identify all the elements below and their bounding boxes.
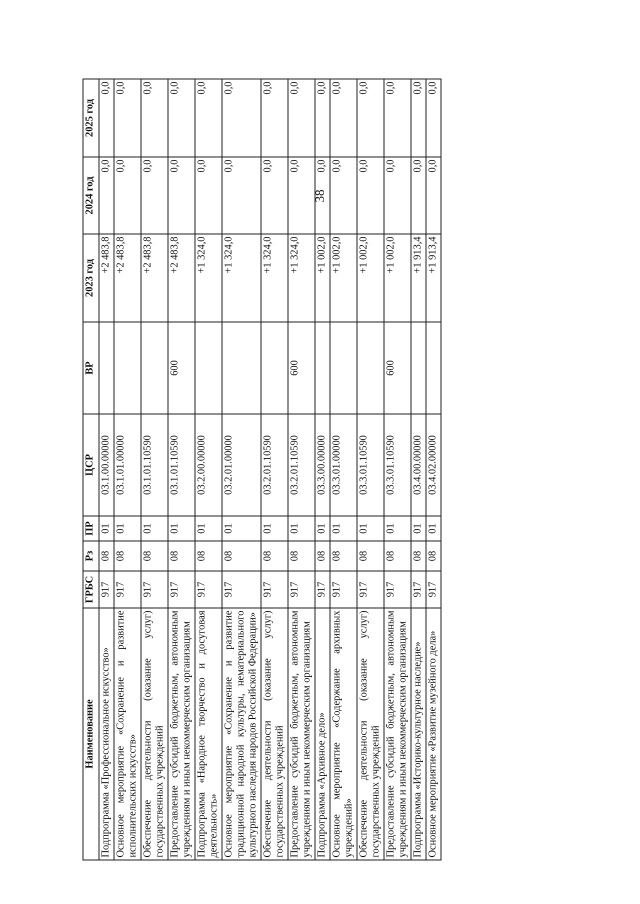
cell-2023: +1 913,4	[426, 234, 441, 322]
cell-vr	[141, 322, 168, 414]
cell-grbs: 917	[426, 571, 441, 608]
cell-vr	[222, 322, 261, 414]
cell-2025: 0,0	[384, 79, 411, 157]
cell-2024: 0,0	[411, 157, 426, 234]
cell-csr: 03.1.01.00000	[114, 414, 141, 516]
col-header-rz: Рз	[83, 541, 99, 571]
cell-csr: 03.3.01.10590	[357, 414, 384, 516]
cell-name: Предоставление субсидий бюджетным, автономным учреждениям и иным некоммерческим организациям	[288, 608, 315, 860]
col-header-2024: 2024 год	[83, 157, 99, 234]
cell-name: Основное мероприятие «Сохранение и развитие традиционной народной культуры, нематериального культурного наследия народов Российской Федерации»	[222, 608, 261, 860]
cell-vr	[411, 322, 426, 414]
cell-name: Основное мероприятие «Сохранение и развитие исполнительских искусств»	[114, 608, 141, 860]
cell-rz: 08	[222, 541, 261, 571]
col-header-name: Наименование	[83, 608, 99, 860]
table-row	[384, 79, 411, 860]
col-header-csr: ЦСР	[83, 414, 99, 516]
cell-csr: 03.2.01.10590	[288, 414, 315, 516]
cell-pr: 01	[411, 516, 426, 541]
cell-csr: 03.3.00.00000	[315, 414, 330, 516]
cell-rz: 08	[426, 541, 441, 571]
cell-name: Обеспечение деятельности (оказание услуг) государственных учреждений	[141, 608, 168, 860]
cell-rz: 08	[330, 541, 357, 571]
cell-name: Предоставление субсидий бюджетным, автономным учреждениям и иным некоммерческим организациям	[168, 608, 195, 860]
cell-pr: 01	[99, 516, 114, 541]
cell-2023: +1 002,0	[384, 234, 411, 322]
col-header-2023: 2023 год	[83, 234, 99, 322]
cell-pr: 01	[222, 516, 261, 541]
cell-2024: 0,0	[141, 157, 168, 234]
cell-2024: 0,0	[384, 157, 411, 234]
cell-2023: +1 324,0	[288, 234, 315, 322]
cell-grbs: 917	[384, 571, 411, 608]
cell-2023: +1 002,0	[357, 234, 384, 322]
cell-csr: 03.2.00.00000	[195, 414, 222, 516]
cell-pr: 01	[114, 516, 141, 541]
cell-rz: 08	[141, 541, 168, 571]
cell-csr: 03.1.01.10590	[141, 414, 168, 516]
cell-2025: 0,0	[99, 79, 114, 157]
cell-2024: 0,0	[357, 157, 384, 234]
cell-pr: 01	[384, 516, 411, 541]
cell-grbs: 917	[411, 571, 426, 608]
cell-rz: 08	[315, 541, 330, 571]
cell-2025: 0,0	[330, 79, 357, 157]
cell-name: Основное мероприятие «Развитие музейного дела»	[426, 608, 441, 860]
cell-2025: 0,0	[426, 79, 441, 157]
cell-pr: 01	[195, 516, 222, 541]
table-row	[426, 79, 441, 860]
cell-grbs: 917	[288, 571, 315, 608]
cell-csr: 03.3.01.00000	[330, 414, 357, 516]
cell-name: Подпрограмма «Историко-культурное наследие»	[411, 608, 426, 860]
cell-name: Обеспечение деятельности (оказание услуг) государственных учреждений	[357, 608, 384, 860]
cell-2025: 0,0	[357, 79, 384, 157]
cell-name: Подпрограмма «Профессиональное искусство»	[99, 608, 114, 860]
table-row	[99, 79, 114, 860]
cell-2023: +1 002,0	[315, 234, 330, 322]
cell-name: Подпрограмма «Народное творчество и досуговая деятельность»	[195, 608, 222, 860]
cell-vr	[426, 322, 441, 414]
cell-pr: 01	[315, 516, 330, 541]
cell-grbs: 917	[168, 571, 195, 608]
cell-2024: 0,0	[195, 157, 222, 234]
cell-rz: 08	[357, 541, 384, 571]
cell-grbs: 917	[195, 571, 222, 608]
cell-pr: 01	[426, 516, 441, 541]
cell-2024: 0,0	[99, 157, 114, 234]
cell-csr: 03.3.01.10590	[384, 414, 411, 516]
cell-2024: 0,0	[288, 157, 315, 234]
col-header-2025: 2025 год	[83, 79, 99, 157]
cell-rz: 08	[288, 541, 315, 571]
cell-2025: 0,0	[411, 79, 426, 157]
cell-csr: 03.4.02.00000	[426, 414, 441, 516]
cell-vr: 600	[168, 322, 195, 414]
cell-2024: 0,0	[261, 157, 288, 234]
cell-2023: +2 483,8	[141, 234, 168, 322]
table-row	[168, 79, 195, 860]
col-header-pr: ПР	[83, 516, 99, 541]
cell-vr	[114, 322, 141, 414]
cell-2023: +1 324,0	[261, 234, 288, 322]
cell-2024: 0,0	[222, 157, 261, 234]
cell-rz: 08	[195, 541, 222, 571]
cell-2025: 0,0	[168, 79, 195, 157]
cell-2024: 0,0	[330, 157, 357, 234]
cell-csr: 03.4.00.00000	[411, 414, 426, 516]
budget-table	[82, 79, 441, 861]
cell-rz: 08	[114, 541, 141, 571]
cell-grbs: 917	[141, 571, 168, 608]
cell-pr: 01	[357, 516, 384, 541]
cell-2024: 0,0	[315, 157, 330, 234]
cell-rz: 08	[411, 541, 426, 571]
cell-2024: 0,0	[426, 157, 441, 234]
cell-2023: +1 913,4	[411, 234, 426, 322]
cell-name: Подпрограмма «Архивное дело»	[315, 608, 330, 860]
col-header-grbs: ГРБС	[83, 571, 99, 608]
cell-rz: 08	[168, 541, 195, 571]
cell-vr: 600	[288, 322, 315, 414]
cell-csr: 03.2.01.10590	[261, 414, 288, 516]
cell-2023: +1 002,0	[330, 234, 357, 322]
table-body	[99, 79, 441, 860]
cell-2025: 0,0	[222, 79, 261, 157]
cell-grbs: 917	[315, 571, 330, 608]
cell-grbs: 917	[330, 571, 357, 608]
cell-2024: 0,0	[168, 157, 195, 234]
table-row	[195, 79, 222, 860]
table-row	[222, 79, 261, 860]
cell-name: Предоставление субсидий бюджетным, автономным учреждениям и иным некоммерческим организациям	[384, 608, 411, 860]
cell-grbs: 917	[222, 571, 261, 608]
cell-csr: 03.1.01.10590	[168, 414, 195, 516]
cell-rz: 08	[261, 541, 288, 571]
cell-pr: 01	[330, 516, 357, 541]
col-header-vr: ВР	[83, 322, 99, 414]
table-row	[288, 79, 315, 860]
cell-vr	[261, 322, 288, 414]
cell-2025: 0,0	[114, 79, 141, 157]
cell-vr	[195, 322, 222, 414]
table-row	[330, 79, 357, 860]
cell-2023: +2 483,8	[99, 234, 114, 322]
cell-2023: +1 324,0	[222, 234, 261, 322]
table-row	[357, 79, 384, 860]
cell-vr	[99, 322, 114, 414]
cell-2023: +1 324,0	[195, 234, 222, 322]
cell-vr	[330, 322, 357, 414]
cell-2023: +2 483,8	[168, 234, 195, 322]
table-row	[411, 79, 426, 860]
cell-grbs: 917	[99, 571, 114, 608]
rotated-table-container	[82, 80, 578, 861]
cell-2023: +2 483,8	[114, 234, 141, 322]
cell-grbs: 917	[114, 571, 141, 608]
cell-2024: 0,0	[114, 157, 141, 234]
table-row	[114, 79, 141, 860]
table-row	[141, 79, 168, 860]
cell-grbs: 917	[357, 571, 384, 608]
cell-name: Основное мероприятие «Содержание архивных учреждений»	[330, 608, 357, 860]
cell-2025: 0,0	[315, 79, 330, 157]
cell-rz: 08	[99, 541, 114, 571]
cell-grbs: 917	[261, 571, 288, 608]
cell-2025: 0,0	[195, 79, 222, 157]
cell-2025: 0,0	[141, 79, 168, 157]
cell-rz: 08	[384, 541, 411, 571]
cell-vr	[315, 322, 330, 414]
table-row	[261, 79, 288, 860]
cell-pr: 01	[261, 516, 288, 541]
cell-name: Обеспечение деятельности (оказание услуг) государственных учреждений	[261, 608, 288, 860]
cell-vr: 600	[384, 322, 411, 414]
cell-csr: 03.2.01.00000	[222, 414, 261, 516]
cell-2025: 0,0	[261, 79, 288, 157]
table-header	[83, 79, 99, 860]
cell-pr: 01	[141, 516, 168, 541]
cell-vr	[357, 322, 384, 414]
table-row	[315, 79, 330, 860]
page-number: 38	[312, 189, 327, 203]
cell-2025: 0,0	[288, 79, 315, 157]
cell-pr: 01	[288, 516, 315, 541]
cell-pr: 01	[168, 516, 195, 541]
cell-csr: 03.1.00.00000	[99, 414, 114, 516]
